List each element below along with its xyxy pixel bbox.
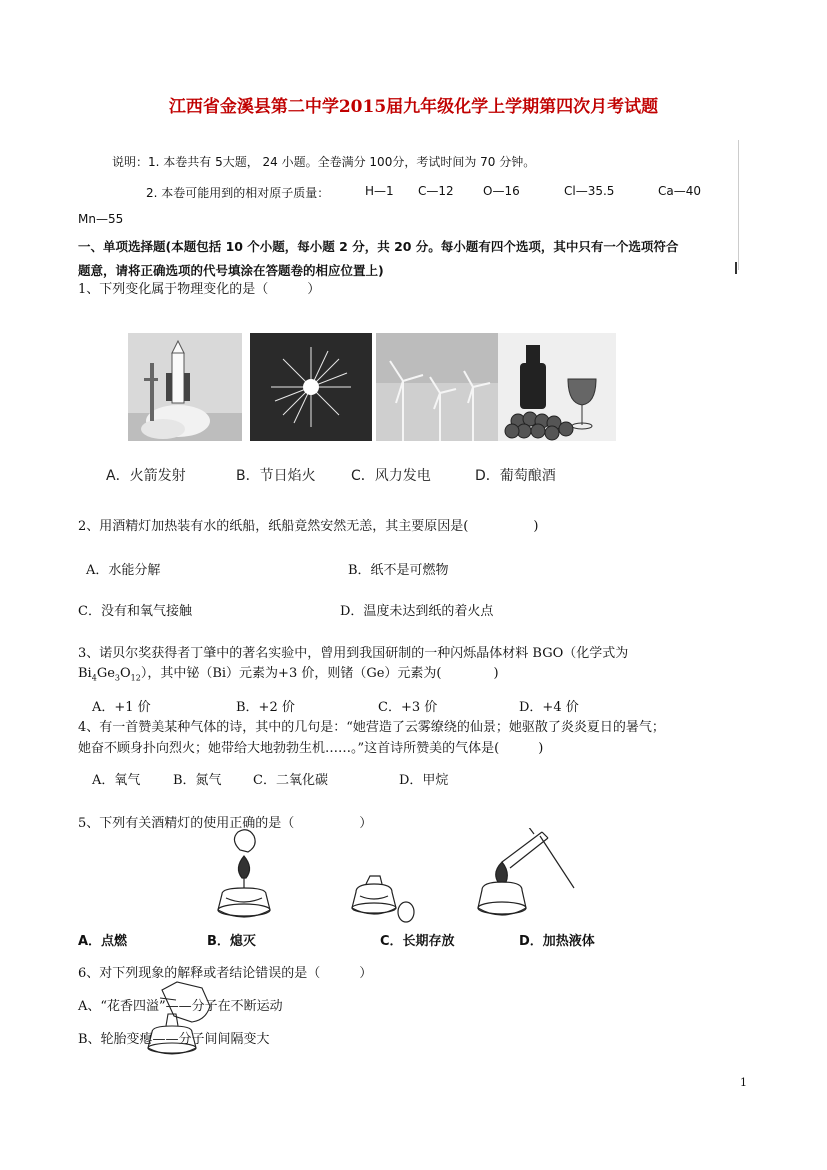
question-2-option-c: C．没有和氧气接触 — [78, 604, 192, 619]
rocket-launch-photo — [128, 333, 242, 441]
scan-edge-mark — [735, 262, 737, 274]
instructions-line-1: 说明：1. 本卷共有 5大题， 24 小题。全卷满分 100分，考试时间为 70 分钟。 — [112, 155, 536, 169]
question-5-option-a: A．点燃 — [78, 934, 128, 949]
question-5-option-b: B．熄灭 — [207, 934, 256, 949]
formula-bi: Bi — [78, 666, 92, 681]
question-1-option-b: B．节日焰火 — [236, 468, 316, 484]
question-2-stem: 2、用酒精灯加热装有水的纸船，纸船竟然安然无恙，其主要原因是( ) — [78, 519, 539, 534]
wine-grapes-photo — [498, 333, 616, 441]
formula-sub-3: 3 — [114, 673, 120, 683]
wind-turbines-photo — [376, 333, 498, 441]
formula-ge: Ge — [96, 666, 115, 681]
question-1-images — [128, 333, 616, 441]
question-3-stem-tail: ），其中铋（Bi）元素为+3 价，则锗（Ge）元素为( ) — [140, 666, 499, 681]
question-1-option-a: A．火箭发射 — [106, 468, 186, 484]
formula-sub-12: 12 — [130, 673, 141, 683]
question-4-option-d: D．甲烷 — [399, 773, 449, 788]
atomic-mass-c: C—12 — [418, 184, 454, 198]
question-3-option-d: D．+4 价 — [519, 700, 579, 715]
question-2-option-a: A．水能分解 — [86, 563, 161, 578]
atomic-mass-ca: Ca—40 — [658, 184, 702, 198]
formula-sub-4: 4 — [91, 673, 97, 683]
question-2-option-b: B．纸不是可燃物 — [348, 563, 449, 578]
formula-o: O — [119, 666, 131, 681]
question-4-option-c: C．二氧化碳 — [253, 773, 328, 788]
section-1-heading: 一、单项选择题(本题包括 10 个小题，每小题 2 分，共 20 分。每小题有四个选项，其中只有一个选项符合 — [78, 239, 679, 254]
page-title: 江西省金溪县第二中学2015届九年级化学上学期第四次月考试题 — [168, 97, 659, 117]
fireworks-photo — [250, 333, 372, 441]
question-4-option-a: A．氧气 — [92, 773, 141, 788]
question-3-option-b: B．+2 价 — [236, 700, 295, 715]
page-number: 1 — [740, 1076, 747, 1089]
atomic-mass-cl: Cl—35.5 — [564, 184, 615, 198]
question-6-option-b: B、轮胎变瘪——分子间间隔变大 — [78, 1032, 270, 1047]
alcohol-lamp-diagrams — [130, 828, 590, 938]
question-3-option-c: C．+3 价 — [378, 700, 438, 715]
question-1-stem: 1、下列变化属于物理变化的是（ ） — [78, 282, 321, 297]
question-1-option-d: D．葡萄酿酒 — [475, 468, 556, 484]
question-1-option-c: C．风力发电 — [351, 468, 431, 484]
question-4-stem-cont: 她奋不顾身扑向烈火；她带给大地勃勃生机……。”这首诗所赞美的气体是( ) — [78, 741, 544, 756]
question-2-option-d: D．温度未达到纸的着火点 — [340, 604, 494, 619]
question-4-stem: 4、有一首赞美某种气体的诗，其中的几句是：“她营造了云雾缭绕的仙景；她驱散了炎炎夏日的暑气； — [78, 720, 665, 735]
question-3-stem: 3、诺贝尔奖获得者丁肇中的著名实验中，曾用到我国研制的一种闪烁晶体材料 BGO（化学式为 — [78, 646, 629, 661]
atomic-mass-h: H—1 — [365, 184, 394, 198]
scan-edge-line — [738, 140, 739, 270]
question-5-option-c: C．长期存放 — [380, 934, 455, 949]
question-3-option-a: A．+1 价 — [92, 700, 151, 715]
question-3-stem-cont — [78, 662, 499, 683]
question-5-stem: 5、下列有关酒精灯的使用正确的是（ ） — [78, 816, 373, 831]
question-4-option-b: B．氮气 — [173, 773, 222, 788]
overlapping-lamp-sketch — [132, 970, 222, 1060]
instructions-line-2: 2. 本卷可能用到的相对原子质量： — [146, 186, 330, 200]
lamp-b-extinguish-icon — [352, 876, 414, 922]
question-6-option-a: A、“花香四溢”——分子在不断运动 — [78, 999, 283, 1014]
section-1-heading-cont: 题意，请将正确选项的代号填涂在答题卷的相应位置上) — [78, 263, 384, 278]
atomic-mass-o: O—16 — [483, 184, 520, 198]
question-6-stem: 6、对下列现象的解释或者结论错误的是（ ） — [78, 966, 373, 981]
lamp-a-lighting-icon — [218, 830, 270, 917]
question-5-option-d: D．加热液体 — [519, 934, 595, 949]
atomic-mass-mn: Mn—55 — [78, 212, 124, 226]
lamp-d-heating-icon — [478, 828, 574, 915]
